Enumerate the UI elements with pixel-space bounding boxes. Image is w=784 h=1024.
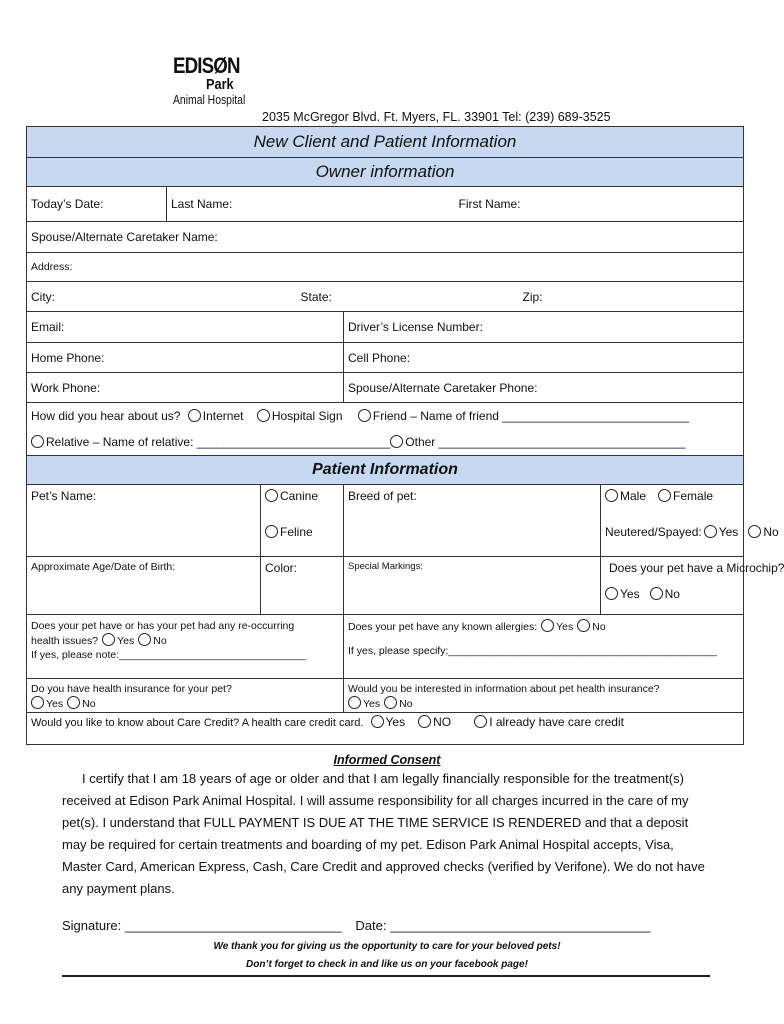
cc-yes-label: Yes <box>385 715 406 729</box>
health-yes-radio[interactable] <box>102 633 115 646</box>
license-field[interactable] <box>344 312 744 343</box>
allergies-specify[interactable]: If yes, please specify:______________________________________________ <box>348 645 718 657</box>
color-field[interactable] <box>261 557 344 615</box>
info-yes-radio[interactable] <box>348 696 361 709</box>
hospital-address: 2035 McGregor Blvd. Ft. Myers, FL. 33901 Tel: (239) 689-3525 <box>262 110 611 124</box>
care-credit-question: Would you like to know about Care Credit? A health care credit card. <box>31 717 364 729</box>
home-phone-label: Home Phone: <box>31 350 105 365</box>
care-credit-field <box>27 713 744 745</box>
health-no-label: No <box>153 635 167 647</box>
allergies-label: Does your pet have any known allergies: <box>348 621 538 633</box>
age-label: Approximate Age/Date of Birth: <box>31 561 176 573</box>
health-no-radio[interactable] <box>138 633 151 646</box>
insurance-info-label: Would you be interested in information about pet health insurance? <box>348 683 660 695</box>
cc-no-label: NO <box>433 715 452 729</box>
work-phone-field[interactable] <box>27 373 344 403</box>
color-label: Color: <box>265 561 298 575</box>
owner-heading: Owner information <box>27 158 744 187</box>
neutered-yes-radio[interactable] <box>704 525 717 538</box>
friend-label: Friend – Name of friend ____________________________ <box>372 409 690 423</box>
cc-no-radio[interactable] <box>418 715 431 728</box>
insurance-label: Do you have health insurance for your pet? <box>31 683 232 695</box>
allergies-no-radio[interactable] <box>577 619 590 632</box>
hospital-logo <box>173 55 253 107</box>
hospital-sign-label: Hospital Sign <box>271 409 343 423</box>
client-form-table <box>26 126 784 745</box>
form-title: New Client and Patient Information <box>27 127 744 158</box>
logo-line-2: Park <box>206 76 234 93</box>
spouse-name-field[interactable] <box>27 222 744 253</box>
insurance-info-field <box>344 679 744 713</box>
relative-label: Relative – Name of relative: _____________________________ <box>46 435 391 449</box>
date-field[interactable]: Date: ____________________________________ <box>355 918 651 933</box>
microchip-yes-radio[interactable] <box>605 587 618 600</box>
address-field[interactable] <box>27 253 744 282</box>
male-radio[interactable] <box>605 489 618 502</box>
species-field <box>261 485 344 557</box>
thank-you-note: We thank you for giving us the opportunity to care for your beloved pets! <box>213 941 561 952</box>
consent-heading: Informed Consent <box>333 753 441 767</box>
cc-yes-radio[interactable] <box>371 715 384 728</box>
female-label: Female <box>673 489 714 503</box>
bottom-rule <box>62 975 710 977</box>
other-radio[interactable] <box>390 435 403 448</box>
insurance-yes-radio[interactable] <box>31 696 44 709</box>
cc-already-radio[interactable] <box>474 715 487 728</box>
microchip-label: Does your pet have a Microchip? <box>609 561 784 575</box>
canine-label: Canine <box>280 489 319 503</box>
email-field[interactable] <box>27 312 344 343</box>
todays-date-field[interactable] <box>27 187 167 222</box>
work-phone-label: Work Phone: <box>31 380 101 395</box>
health-question-2: health issues? <box>31 635 99 647</box>
logo-line-3: Animal Hospital <box>173 92 246 107</box>
state-label: State: <box>300 289 332 304</box>
feline-label: Feline <box>280 525 313 539</box>
city-state-zip-field[interactable] <box>27 282 744 312</box>
allergies-yes-radio[interactable] <box>541 619 554 632</box>
microchip-field <box>601 557 784 615</box>
microchip-yes-label: Yes <box>620 587 640 601</box>
canine-radio[interactable] <box>265 489 278 502</box>
signature-field[interactable]: Signature: ______________________________ <box>62 918 342 933</box>
friend-radio[interactable] <box>358 409 371 422</box>
info-yes-label: Yes <box>363 698 381 710</box>
logo-line-1: EDISØN <box>173 53 240 78</box>
referral-field <box>27 403 744 456</box>
facebook-note: Don’t forget to check in and like us on your facebook page! <box>246 959 528 970</box>
last-name-label: Last Name: <box>171 197 233 211</box>
markings-field[interactable] <box>344 557 601 615</box>
email-label: Email: <box>31 320 65 334</box>
insurance-no-label: No <box>82 698 96 710</box>
hospital-sign-radio[interactable] <box>257 409 270 422</box>
patient-heading: Patient Information <box>27 456 744 485</box>
breed-field[interactable] <box>344 485 601 557</box>
insurance-no-radio[interactable] <box>67 696 80 709</box>
female-radio[interactable] <box>658 489 671 502</box>
health-note[interactable]: If yes, please note:________________________________ <box>31 649 307 661</box>
allergies-yes-label: Yes <box>556 621 574 633</box>
allergies-field <box>344 615 744 679</box>
consent-text: I certify that I am 18 years of age or older and that I am legally financially responsible for the treatment(s) received at Edison Park Animal Hospital. I will assume responsibility for all charges incurred in the care of my pet(s). I understand that FULL PAYMENT IS DUE AT THE TIME SERVICE IS RENDERED and that a deposit may be required for certain treatments and boarding of my pet. Edison Park Animal Hospital accepts, Visa, Master Card, American Express, Cash, Care Credit and approved checks (verified by Verifone). We do not have any payment plans. <box>62 771 705 896</box>
license-label: Driver’s License Number: <box>348 320 483 334</box>
spouse-name-label: Spouse/Alternate Caretaker Name: <box>31 230 218 244</box>
health-issues-field <box>27 615 344 679</box>
feline-radio[interactable] <box>265 525 278 538</box>
health-yes-label: Yes <box>117 635 135 647</box>
name-field[interactable] <box>167 187 744 222</box>
todays-date-label: Today’s Date: <box>31 197 104 211</box>
info-no-radio[interactable] <box>384 696 397 709</box>
city-label: City: <box>31 289 55 304</box>
insurance-yes-label: Yes <box>46 698 64 710</box>
cell-phone-label: Cell Phone: <box>348 350 411 365</box>
insurance-field <box>27 679 344 713</box>
other-label: Other _____________________________________ <box>405 435 686 449</box>
spouse-phone-label: Spouse/Alternate Caretaker Phone: <box>348 380 538 395</box>
microchip-no-label: No <box>664 587 680 601</box>
relative-radio[interactable] <box>31 435 44 448</box>
neutered-no-label: No <box>763 525 779 539</box>
internet-radio[interactable] <box>188 409 201 422</box>
neutered-no-radio[interactable] <box>748 525 761 538</box>
first-name-label: First Name: <box>458 197 521 211</box>
markings-label: Special Markings: <box>348 561 423 572</box>
home-phone-field[interactable] <box>27 343 344 373</box>
signature-line <box>62 918 650 933</box>
microchip-no-radio[interactable] <box>650 587 663 600</box>
sex-field <box>601 485 779 557</box>
neutered-yes-label: Yes <box>718 525 739 539</box>
male-label: Male <box>620 489 647 503</box>
zip-label: Zip: <box>522 289 543 304</box>
spouse-phone-field[interactable] <box>344 373 744 403</box>
age-field[interactable] <box>27 557 261 615</box>
pet-name-field[interactable] <box>27 485 261 557</box>
cell-phone-field[interactable] <box>344 343 744 373</box>
informed-consent <box>62 752 712 900</box>
allergies-no-label: No <box>592 621 606 633</box>
info-no-label: No <box>399 698 413 710</box>
neutered-label: Neutered/Spayed: <box>605 525 702 539</box>
breed-label: Breed of pet: <box>348 489 417 503</box>
cc-already-label: I already have care credit <box>489 715 624 729</box>
internet-label: Internet <box>202 409 244 423</box>
health-question-1: Does your pet have or has your pet had any re-occurring <box>31 620 295 632</box>
address-label: Address: <box>31 261 73 273</box>
pet-name-label: Pet’s Name: <box>31 489 97 503</box>
referral-question: How did you hear about us? <box>31 409 181 423</box>
